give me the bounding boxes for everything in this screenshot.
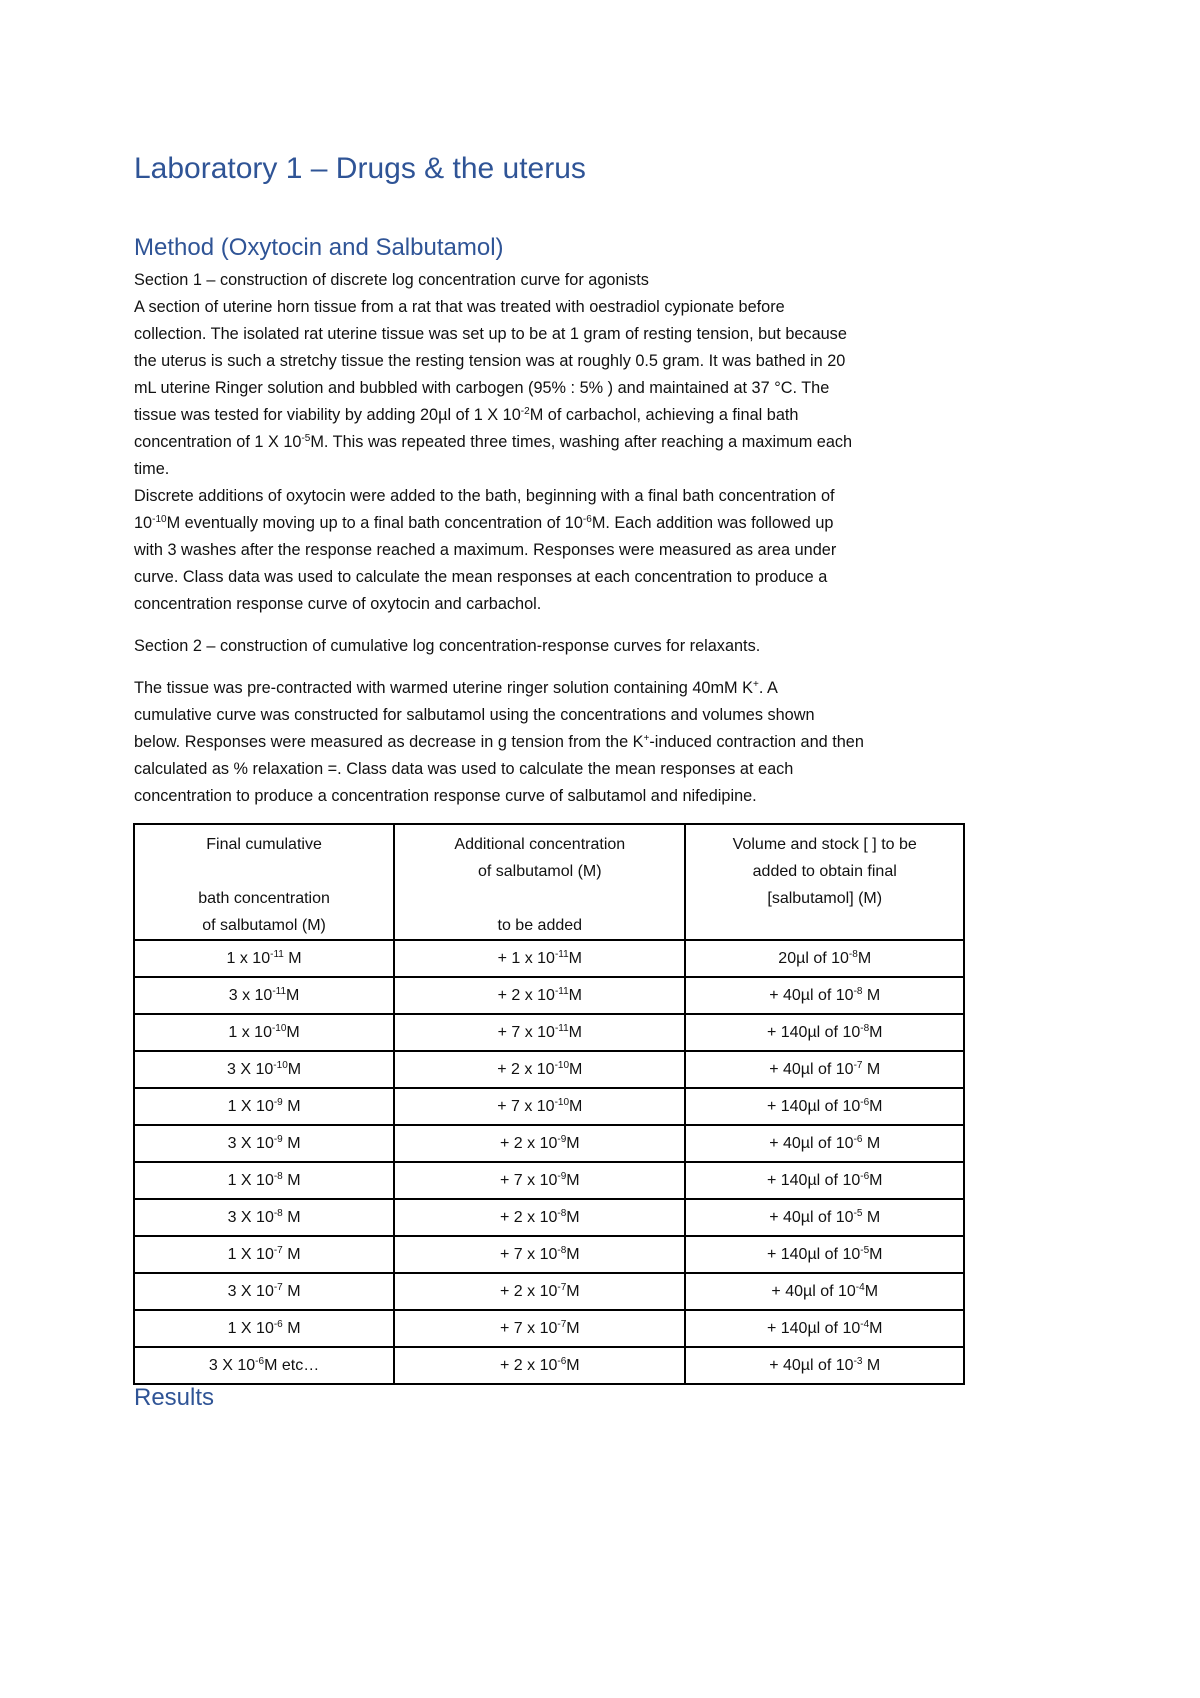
superscript: -7 [557, 1281, 567, 1293]
text-segment: M [287, 1060, 302, 1078]
text-segment: M [286, 1023, 300, 1041]
superscript: -8 [853, 985, 863, 997]
table-cell [394, 1088, 685, 1125]
salbutamol-concentration-table [133, 823, 965, 1385]
body-text-line [134, 540, 836, 560]
text-segment: M [566, 1356, 580, 1374]
text-segment: M [857, 949, 872, 967]
text-segment: . A [758, 679, 778, 697]
table-row [134, 1199, 964, 1236]
superscript: -7 [557, 1318, 567, 1330]
text-segment: + 2 x 10 [499, 1208, 558, 1226]
body-text-line [134, 378, 829, 398]
body-text-line [134, 297, 785, 317]
table-cell [685, 977, 964, 1014]
text-segment: calculated as % relaxation =. Class data was used to calculate the mean responses at each [134, 760, 794, 778]
table-cell [134, 940, 394, 977]
table-cell [394, 1236, 685, 1273]
text-segment: cumulative curve was constructed for salbutamol using the concentrations and volumes shown [134, 706, 815, 724]
superscript: -11 [554, 985, 569, 997]
table-cell [394, 1051, 685, 1088]
table-row [134, 1347, 964, 1384]
text-segment: + 2 x 10 [499, 1356, 558, 1374]
superscript: -10 [271, 1022, 287, 1034]
table-cell [685, 940, 964, 977]
text-segment: + 140µl of 10 [766, 1171, 861, 1189]
table-row [134, 1273, 964, 1310]
text-segment: M. Each addition was followed up [591, 514, 834, 532]
superscript: -8 [557, 1244, 567, 1256]
header-line: Volume and stock [ ] to be [732, 836, 917, 853]
text-segment: M [282, 1134, 301, 1152]
superscript: -5 [301, 433, 311, 444]
results-heading: Results [134, 1384, 215, 1411]
text-segment: M [869, 1245, 883, 1263]
superscript: -5 [860, 1244, 870, 1256]
header-line: bath concentration [198, 890, 330, 907]
table-cell [134, 1088, 394, 1125]
text-segment: + 40µl of 10 [769, 1208, 854, 1226]
superscript: -10 [554, 1096, 570, 1108]
superscript: -6 [557, 1355, 567, 1367]
text-segment: 1 X 10 [227, 1171, 274, 1189]
superscript: + [752, 679, 759, 690]
text-segment: M [869, 1171, 883, 1189]
text-segment: M [862, 986, 881, 1004]
text-segment: M [568, 986, 582, 1004]
table-cell [685, 1014, 964, 1051]
text-segment: Discrete additions of oxytocin were added to the bath, beginning with a final bath concentration of [134, 487, 835, 505]
superscript: -10 [554, 1059, 570, 1071]
body-text-line [134, 459, 169, 479]
text-segment: M [282, 1319, 301, 1337]
text-segment: + 140µl of 10 [766, 1097, 861, 1115]
text-segment: collection. The isolated rat uterine tissue was set up to be at 1 gram of resting tension, but because [134, 325, 847, 343]
body-text-line [134, 786, 757, 806]
method-heading: Method (Oxytocin and Salbutamol) [134, 234, 504, 261]
text-segment: M [864, 1282, 879, 1300]
superscript: -6 [273, 1318, 283, 1330]
table-cell [134, 1051, 394, 1088]
superscript: -6 [255, 1355, 265, 1367]
superscript: + [643, 733, 650, 744]
text-segment: time. [134, 460, 170, 478]
superscript: -11 [554, 948, 569, 960]
body-text-line [134, 759, 793, 779]
header-line [139, 858, 389, 885]
text-segment: 3 X 10 [227, 1282, 274, 1300]
text-segment: M [862, 1060, 881, 1078]
superscript: -3 [853, 1355, 863, 1367]
superscript: -10 [152, 514, 167, 525]
text-segment: + 140µl of 10 [766, 1319, 861, 1337]
text-segment: M [286, 986, 300, 1004]
text-segment: M [282, 1171, 301, 1189]
text-segment: + 2 x 10 [499, 1134, 558, 1152]
text-segment: 1 X 10 [227, 1245, 274, 1263]
text-segment: -induced contraction and then [649, 733, 864, 751]
text-segment: M [283, 949, 302, 967]
superscript: -8 [860, 1022, 870, 1034]
text-segment: concentration to produce a concentration response curve of salbutamol and nifedipine. [134, 787, 757, 805]
table-cell [394, 1162, 685, 1199]
table-cell [134, 1125, 394, 1162]
header-line [399, 885, 680, 912]
text-segment: M [569, 1060, 583, 1078]
text-segment: 1 x 10 [228, 1023, 272, 1041]
column-header [394, 824, 685, 940]
text-segment: 10 [134, 514, 153, 532]
body-text-line [134, 513, 833, 533]
text-segment: 3 X 10 [227, 1134, 274, 1152]
body-text-line [134, 678, 778, 698]
text-segment: + 2 x 10 [499, 1282, 558, 1300]
table-row [134, 1162, 964, 1199]
superscript: -8 [273, 1207, 283, 1219]
header-line: of salbutamol (M) [202, 917, 326, 934]
text-segment: M of carbachol, achieving a final bath [529, 406, 799, 424]
text-segment: M [862, 1356, 881, 1374]
table-cell [134, 1273, 394, 1310]
text-segment: + 7 x 10 [497, 1023, 555, 1041]
text-segment: curve. Class data was used to calculate the mean responses at each concentration to produce a [134, 568, 828, 586]
table-row [134, 977, 964, 1014]
text-segment: M [869, 1319, 883, 1337]
text-segment: M eventually moving up to a final bath concentration of 10 [166, 514, 583, 532]
text-segment: M [282, 1097, 301, 1115]
table-cell [134, 1310, 394, 1347]
text-segment: M [282, 1282, 301, 1300]
text-segment: with 3 washes after the response reached a maximum. Responses were measured as area under [134, 541, 837, 559]
superscript: -9 [273, 1133, 283, 1145]
superscript: -8 [557, 1207, 567, 1219]
superscript: -9 [557, 1170, 567, 1182]
table-cell [134, 1347, 394, 1384]
text-segment: M etc… [264, 1356, 320, 1374]
table-cell [685, 1236, 964, 1273]
table-cell [394, 1014, 685, 1051]
text-segment: M [862, 1208, 881, 1226]
superscript: -7 [273, 1281, 283, 1293]
superscript: -6 [860, 1096, 870, 1108]
table-cell [394, 1125, 685, 1162]
table-cell [134, 1162, 394, 1199]
table-row [134, 1236, 964, 1273]
superscript: -7 [853, 1059, 863, 1071]
superscript: -2 [520, 406, 530, 417]
table-cell [685, 1199, 964, 1236]
superscript: -10 [273, 1059, 288, 1071]
superscript: -9 [273, 1096, 283, 1108]
text-segment: Section 2 – construction of cumulative log concentration-response curves for relaxants. [134, 637, 761, 655]
text-segment: + 40µl of 10 [769, 986, 854, 1004]
superscript: -8 [273, 1170, 283, 1182]
table-cell [394, 977, 685, 1014]
table-cell [394, 1347, 685, 1384]
superscript: -4 [860, 1318, 870, 1330]
text-segment: M [568, 949, 582, 967]
superscript: -7 [273, 1244, 283, 1256]
text-segment: Section 1 – construction of discrete log concentration curve for agonists [134, 271, 649, 289]
body-text-line [134, 270, 649, 290]
table-header-row [134, 824, 964, 940]
text-segment: + 40µl of 10 [771, 1282, 856, 1300]
text-segment: M [862, 1134, 881, 1152]
body-text-line [134, 567, 827, 587]
text-segment: + 140µl of 10 [766, 1245, 861, 1263]
text-segment: + 140µl of 10 [766, 1023, 861, 1041]
table-cell [685, 1273, 964, 1310]
table-row [134, 1310, 964, 1347]
text-segment: below. Responses were measured as decrease in g tension from the K [134, 733, 644, 751]
column-header [685, 824, 964, 940]
text-segment: mL uterine Ringer solution and bubbled with carbogen (95% : 5% ) and maintained at 37 °C. The [134, 379, 830, 397]
header-line: Final cumulative [206, 836, 322, 853]
header-line: Additional concentration [454, 836, 626, 853]
text-segment: M [869, 1097, 883, 1115]
text-segment: M [566, 1134, 580, 1152]
table-cell [394, 1199, 685, 1236]
text-segment: M [869, 1023, 883, 1041]
table-row [134, 940, 964, 977]
table-cell [134, 1014, 394, 1051]
text-segment: the uterus is such a stretchy tissue the resting tension was at roughly 0.5 gram. It was bathed in 20 [134, 352, 846, 370]
table-cell [685, 1347, 964, 1384]
table-row [134, 1014, 964, 1051]
text-segment: M [569, 1097, 583, 1115]
table-cell [134, 977, 394, 1014]
superscript: -8 [848, 948, 858, 960]
body-text-line [134, 405, 799, 425]
table-cell [134, 1236, 394, 1273]
text-segment: M [566, 1319, 580, 1337]
text-segment: 1 X 10 [227, 1319, 274, 1337]
table-cell [394, 940, 685, 977]
table-cell [394, 1273, 685, 1310]
text-segment: M [282, 1245, 301, 1263]
text-segment: M [282, 1208, 301, 1226]
column-header [134, 824, 394, 940]
text-segment: + 7 x 10 [499, 1171, 558, 1189]
text-segment: 3 x 10 [228, 986, 273, 1004]
text-segment: + 2 x 10 [497, 1060, 555, 1078]
text-segment: + 40µl of 10 [769, 1356, 854, 1374]
table-cell [134, 1199, 394, 1236]
text-segment: 1 X 10 [227, 1097, 274, 1115]
table-cell [685, 1162, 964, 1199]
text-segment: tissue was tested for viability by adding 20µl of 1 X 10 [134, 406, 521, 424]
text-segment: 20µl of 10 [778, 949, 849, 967]
superscript: -11 [270, 948, 284, 960]
body-text-line [134, 636, 760, 656]
text-segment: 1 x 10 [226, 949, 271, 967]
superscript: -11 [272, 985, 287, 997]
text-segment: 3 X 10 [227, 1208, 274, 1226]
table-row [134, 1051, 964, 1088]
text-segment: A section of uterine horn tissue from a rat that was treated with oestradiol cypionate before [134, 298, 785, 316]
text-segment: + 1 x 10 [497, 949, 555, 967]
body-text-line [134, 732, 864, 752]
text-segment: 3 X 10 [227, 1060, 274, 1078]
table-cell [685, 1088, 964, 1125]
table-cell [685, 1125, 964, 1162]
text-segment: M [566, 1171, 580, 1189]
text-segment: + 7 x 10 [499, 1245, 558, 1263]
text-segment: + 40µl of 10 [769, 1134, 854, 1152]
table-cell [685, 1310, 964, 1347]
body-text-line [134, 486, 835, 506]
text-segment: concentration response curve of oxytocin and carbachol. [134, 595, 542, 613]
body-text-line [134, 705, 815, 725]
text-segment: M [566, 1282, 580, 1300]
body-text-line [134, 351, 845, 371]
text-segment: + 2 x 10 [497, 986, 555, 1004]
body-text-line [134, 432, 852, 452]
text-segment: + 7 x 10 [497, 1097, 555, 1115]
header-line: to be added [497, 917, 583, 934]
superscript: -6 [853, 1133, 863, 1145]
text-segment: M [566, 1245, 580, 1263]
superscript: -11 [554, 1022, 569, 1034]
superscript: -9 [557, 1133, 567, 1145]
text-segment: M [568, 1023, 582, 1041]
table-cell [685, 1051, 964, 1088]
table-row [134, 1088, 964, 1125]
superscript: -5 [853, 1207, 863, 1219]
text-segment: concentration of 1 X 10 [134, 433, 302, 451]
text-segment: The tissue was pre-contracted with warmed uterine ringer solution containing 40mM K [134, 679, 753, 697]
header-line: added to obtain final [752, 863, 897, 880]
table-cell [394, 1310, 685, 1347]
text-segment: + 40µl of 10 [769, 1060, 854, 1078]
table-row [134, 1125, 964, 1162]
text-segment: + 7 x 10 [499, 1319, 558, 1337]
body-text-line [134, 594, 541, 614]
document-title: Laboratory 1 – Drugs & the uterus [134, 152, 586, 185]
header-line: [salbutamol] (M) [767, 890, 883, 907]
superscript: -6 [582, 514, 592, 525]
header-line: of salbutamol (M) [477, 863, 602, 880]
superscript: -4 [855, 1281, 865, 1293]
text-segment: M. This was repeated three times, washing after reaching a maximum each [310, 433, 853, 451]
body-text-line [134, 324, 847, 344]
superscript: -6 [860, 1170, 870, 1182]
text-segment: 3 X 10 [208, 1356, 256, 1374]
text-segment: M [566, 1208, 580, 1226]
